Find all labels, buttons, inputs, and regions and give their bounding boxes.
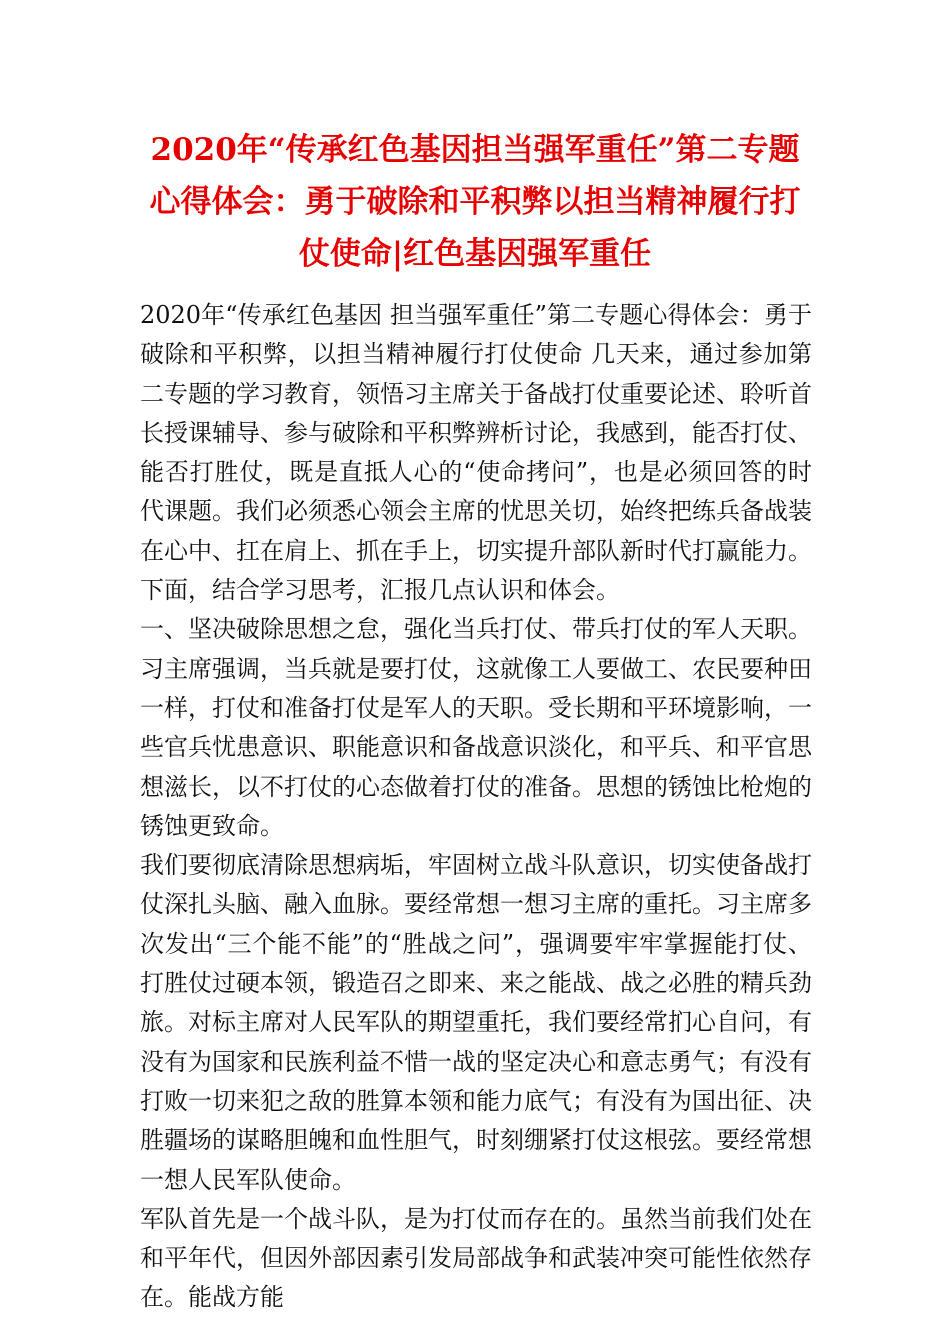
paragraph: 一、坚决破除思想之怠，强化当兵打仗、带兵打仗的军人天职。习主席强调，当兵就是要打仗，这就像工人要做工、农民要种田一样，打仗和准备打仗是军人的天职。受长期和平环境影响，一些官兵忧患意识、职能意识和备战意识淡化，和平兵、和平官思想滋长，以不打仗的心态做着打仗的准备。思想的锈蚀比枪炮的锈蚀更致命。 (140, 615, 812, 840)
paragraph: 军队首先是一个战斗队，是为打仗而存在的。虽然当前我们处在和平年代，但因外部因素引发局部战争和武装冲突可能性依然存在。能战方能 (140, 1204, 812, 1312)
paragraph: 2020年“传承红色基因 担当强军重任”第二专题心得体会：勇于破除和平积弊，以担当精神履行打仗使命 几天来，通过参加第二专题的学习教育，领悟习主席关于备战打仗重要论述、聆听首长授课辅导、参与破除和平积弊辨析讨论，我感到，能否打仗、能否打胜仗，既是直抵人心的“使命拷问”，也是必须回答的时代课题。我们必须悉心领会主席的忧思关切，始终把练兵备战装在心中、扛在肩上、抓在手上，切实提升部队新时代打赢能力。下面，结合学习思考，汇报几点认识和体会。 (140, 301, 812, 605)
document-title: 2020年“传承红色基因担当强军重任”第二专题心得体会：勇于破除和平积弊以担当精神履行打仗使命|红色基因强军重任 (149, 132, 801, 272)
paragraph: 我们要彻底清除思想病垢，牢固树立战斗队意识，切实使备战打仗深扎头脑、融入血脉。要经常想一想习主席的重托。习主席多次发出“三个能不能”的“胜战之问”，强调要牢牢掌握能打仗、打胜仗过硬本领，锻造召之即来、来之能战、战之必胜的精兵劲旅。对标主席对人民军队的期望重托，我们要经常扪心自问，有没有为国家和民族利益不惜一战的坚定决心和意志勇气；有没有打败一切来犯之敌的胜算本领和能力底气；有没有为国出征、决胜疆场的谋略胆魄和血性胆气，时刻绷紧打仗这根弦。要经常想一想人民军队使命。 (140, 851, 812, 1194)
document-body (140, 296, 812, 1318)
